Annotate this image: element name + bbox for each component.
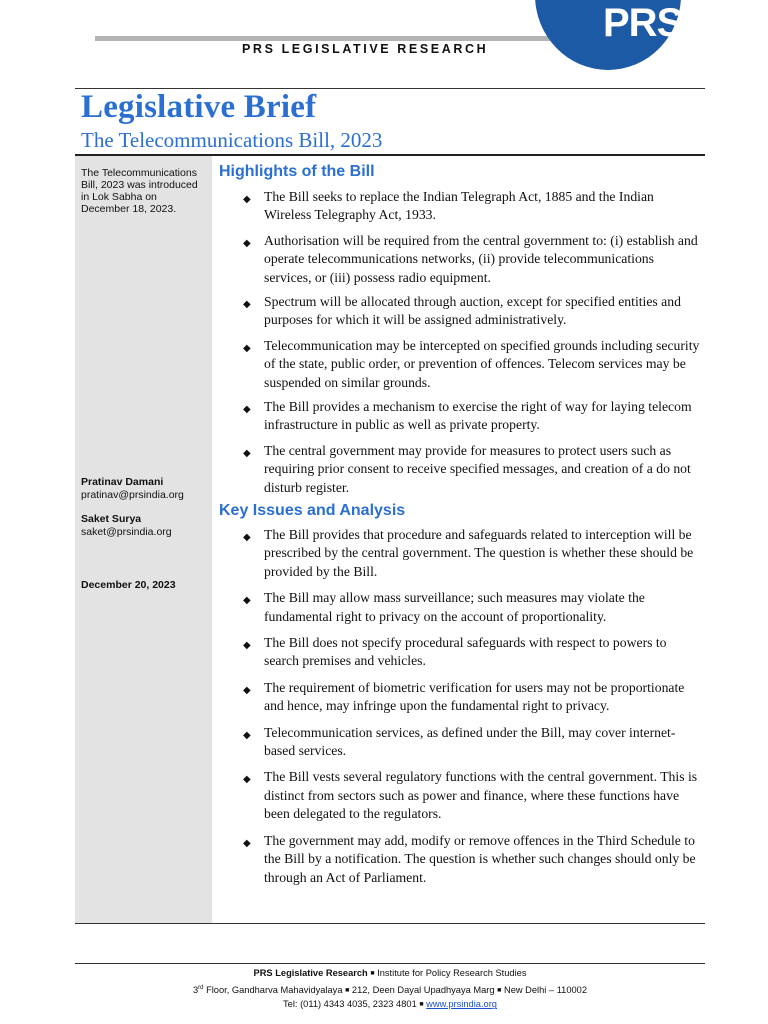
bullet-text: The Bill provides that procedure and safeguards related to interception will be prescribed by the central government. The question is whether these should be provided by the Bill.: [264, 527, 694, 579]
bullet-text: Authorisation will be required from the central government to: (i) establish and operate telecommunications networks, (ii) provide telecommunications services, or (iii) possess radio equipment.: [264, 232, 698, 285]
footer-rule: [75, 963, 705, 964]
author-name: Pratinav Damani: [81, 476, 164, 488]
bullet-item: [219, 188, 704, 225]
bullet-item: [219, 634, 704, 671]
bullet-item: [219, 832, 704, 887]
bullet-text: Telecommunication services, as defined under the Bill, may cover internet-based services.: [264, 724, 676, 759]
footer-separator: ■: [370, 970, 375, 977]
bullet-diamond-icon: ◆: [243, 404, 251, 416]
page-title: Legislative Brief: [81, 89, 317, 125]
footer: [75, 967, 705, 1013]
bullet-item: [219, 337, 704, 392]
bullet-diamond-icon: ◆: [243, 774, 251, 786]
bullet-item: [219, 589, 704, 626]
bullet-text: Telecommunication may be intercepted on specified grounds including security of the state, public order, or prevention of offences. Telecom services may be suspended on similar grounds.: [264, 337, 700, 390]
bullet-item: [219, 724, 704, 761]
bullet-text: The government may add, modify or remove offences in the Third Schedule to the Bill by a notification. The question is whether such changes should only be through an Act of Parliament.: [264, 832, 696, 885]
sidebar: [75, 156, 212, 924]
bullet-text: The Bill may allow mass surveillance; such measures may violate the fundamental right to privacy on the account of proportionality.: [264, 590, 645, 624]
org-name: PRS LEGISLATIVE RESEARCH: [242, 42, 489, 56]
issues-list: [219, 526, 704, 887]
bullet-text: The requirement of biometric verification for users may not be proportionate and hence, may infringe upon the fundamental right to privacy.: [264, 679, 685, 714]
bullet-item: [219, 768, 704, 823]
author-2: [81, 513, 172, 538]
bullet-diamond-icon: ◆: [243, 447, 251, 459]
issues-heading: Key Issues and Analysis: [219, 502, 406, 519]
footer-rule-top: [75, 923, 705, 924]
author-email[interactable]: pratinav@prsindia.org: [81, 488, 184, 501]
bullet-diamond-icon: ◆: [243, 595, 251, 607]
footer-address: Floor, Gandharva Mahavidyalaya: [206, 984, 343, 995]
bullet-item: [219, 293, 704, 330]
footer-institute: Institute for Policy Research Studies: [377, 968, 527, 978]
intro-note: The Telecommunications Bill, 2023 was introduced in Lok Sabha on December 18, 2023.: [81, 167, 198, 215]
bullet-diamond-icon: ◆: [243, 837, 251, 849]
footer-org: PRS Legislative Research: [253, 968, 368, 978]
bullet-diamond-icon: ◆: [243, 532, 251, 543]
bullet-text: Spectrum will be allocated through auction, except for specified entities and purposes for which it will be assigned administratively.: [264, 294, 681, 328]
bullet-item: [219, 232, 704, 287]
bullet-diamond-icon: ◆: [243, 237, 251, 249]
bullet-text: The Bill does not specify procedural safeguards with respect to powers to search premises and vehicles.: [264, 635, 667, 669]
header-rule: [95, 36, 595, 41]
prs-logo-text: PRS: [603, 1, 683, 45]
author-name: Saket Surya: [81, 513, 142, 525]
footer-separator: ■: [345, 986, 350, 994]
bullet-item: [219, 526, 704, 581]
bullet-item: [219, 442, 704, 497]
footer-address-2: 212, Deen Dayal Upadhyaya Marg: [351, 984, 495, 995]
bullet-item: [219, 679, 704, 716]
author-email[interactable]: saket@prsindia.org: [81, 525, 172, 538]
footer-website-link[interactable]: www.prsindia.org: [426, 999, 497, 1010]
bullet-item: [219, 398, 704, 435]
bullet-diamond-icon: ◆: [243, 640, 251, 652]
highlights-heading: Highlights of the Bill: [219, 163, 375, 180]
bullet-diamond-icon: ◆: [243, 342, 251, 354]
bullet-text: The central government may provide for measures to protect users such as requiring prior consent to receive specified messages, and creation of a do not disturb register.: [264, 442, 691, 495]
bullet-diamond-icon: ◆: [243, 729, 251, 741]
footer-separator: ■: [419, 1001, 424, 1009]
footer-phone: Tel: (011) 4343 4035, 2323 4801: [283, 999, 417, 1010]
author-1: [81, 476, 184, 501]
footer-separator: ■: [497, 986, 502, 994]
highlights-list: [219, 188, 704, 497]
bullet-diamond-icon: ◆: [243, 299, 251, 311]
bullet-text: The Bill provides a mechanism to exercise the right of way for laying telecom infrastructure in public as well as private property.: [264, 399, 692, 433]
footer-floor-num: 3: [192, 984, 199, 995]
bullet-diamond-icon: ◆: [243, 684, 251, 696]
footer-city: New Delhi – 110002: [503, 984, 588, 995]
footer-floor-sup: rd: [198, 984, 204, 991]
bill-title: The Telecommunications Bill, 2023: [81, 128, 383, 152]
bullet-diamond-icon: ◆: [243, 194, 251, 205]
bullet-text: The Bill seeks to replace the Indian Telegraph Act, 1885 and the Indian Wireless Telegraphy Act, 1933.: [264, 189, 654, 223]
bullet-text: The Bill vests several regulatory functions with the central government. This is distinct from sectors such as power and finance, where these functions have been delegated to the regulators.: [264, 769, 698, 822]
publication-date: December 20, 2023: [81, 579, 176, 591]
